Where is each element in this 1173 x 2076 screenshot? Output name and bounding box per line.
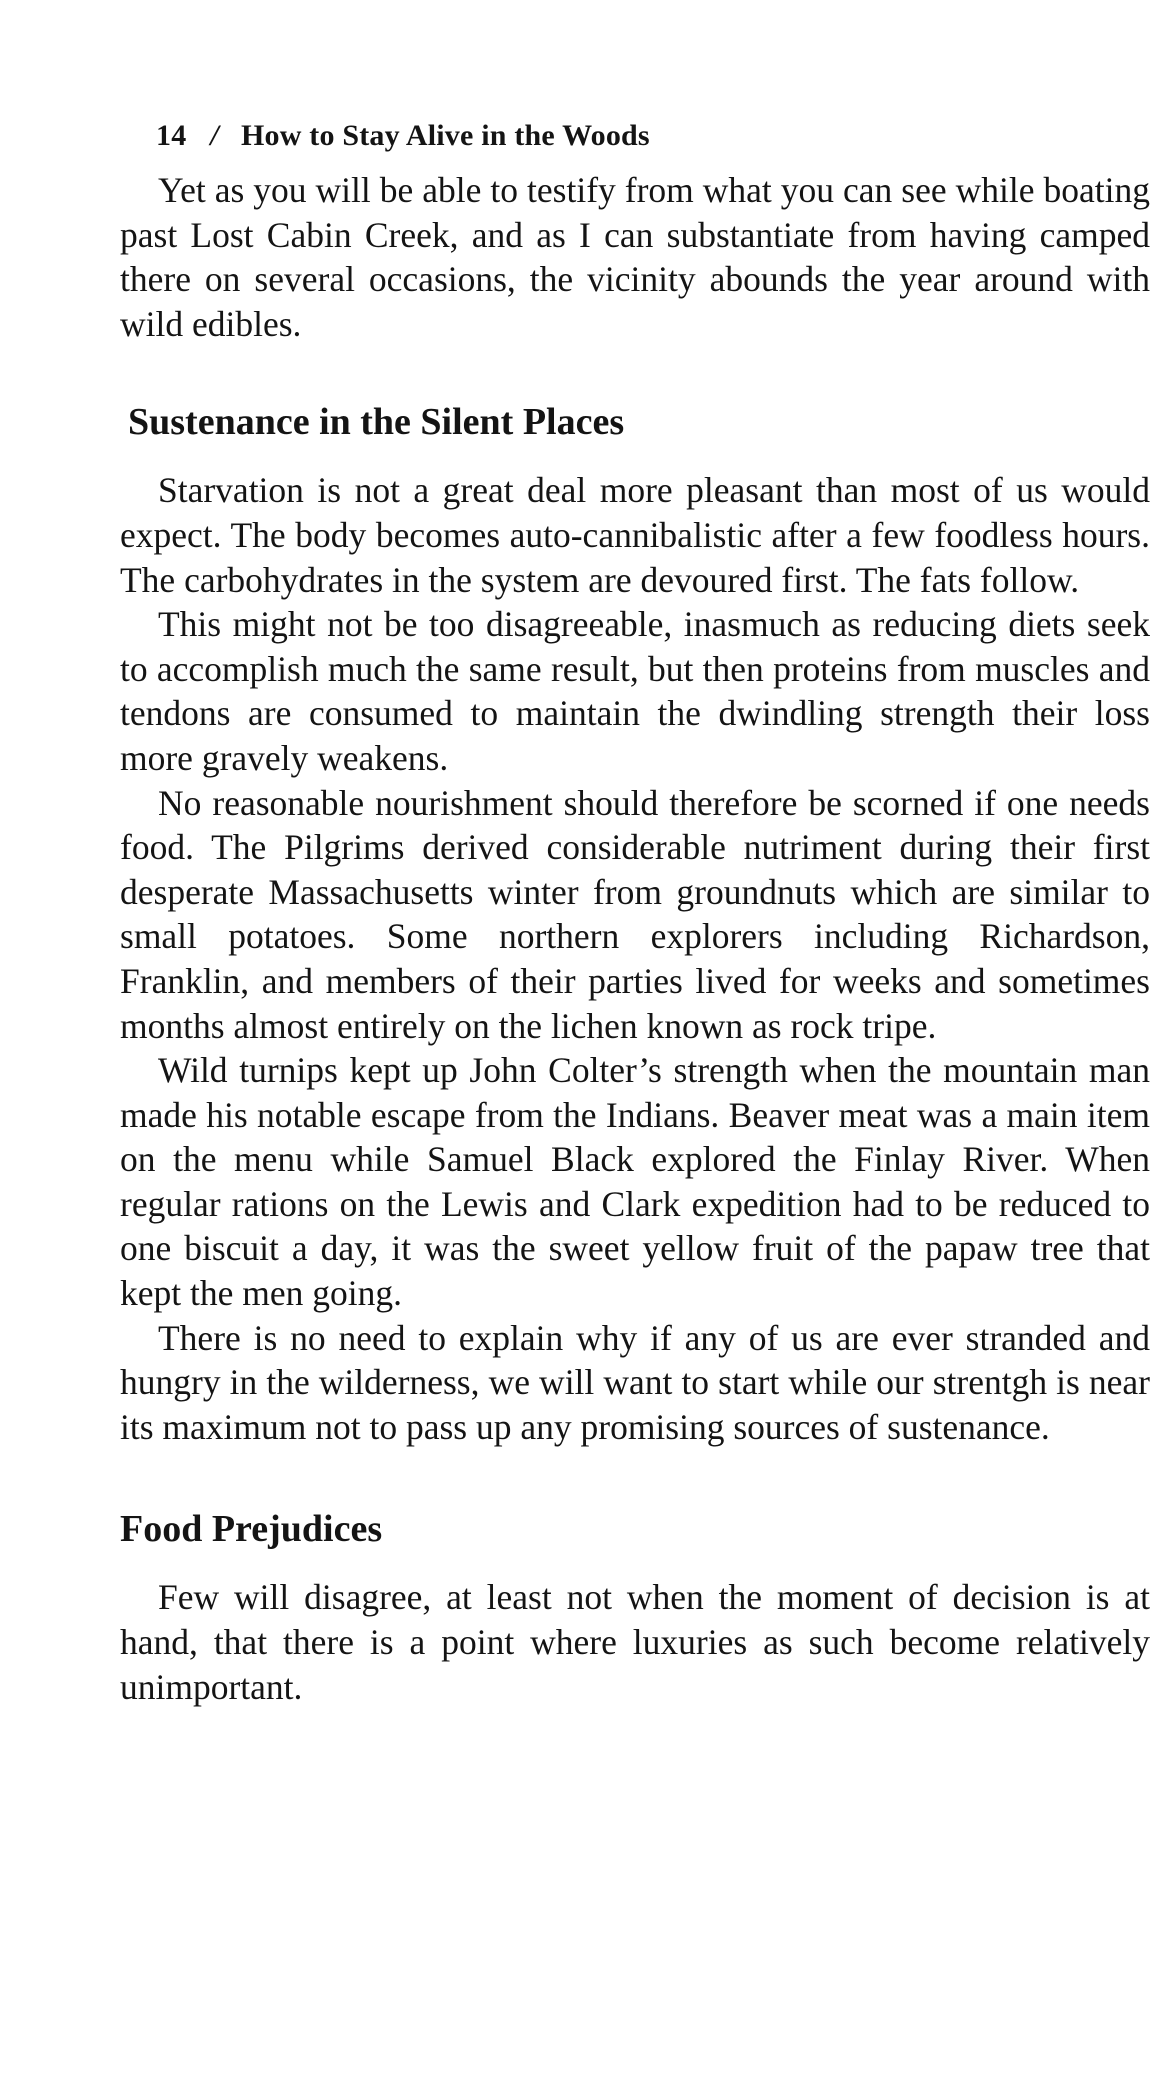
paragraph: Wild turnips kept up John Colter’s strength when the mountain man made his notable escape from the Indians. Beaver meat was a main item on the menu while Samuel Black explored the Finlay River. When regular rations on the Lewis and Clark expedition had to be reduced to one biscuit a day, it was the sweet yellow fruit of the papaw tree that kept the men going. bbox=[120, 1050, 1150, 1314]
book-title: How to Stay Alive in the Woods bbox=[240, 119, 650, 152]
paragraph: No reasonable nourishment should therefore be scorned if one needs food. The Pilgrims derived considerable nutriment during their first desperate Massachusetts winter from groundnuts which are similar to small potatoes. Some northern explorers including Richardson, Franklin, and members of their parties lived for weeks and sometimes months almost entirely on the lichen known as rock tripe. bbox=[120, 782, 1150, 1046]
section-heading-sustenance: Sustenance in the Silent Places bbox=[128, 401, 625, 444]
section-heading-food-prejudices: Food Prejudices bbox=[120, 1508, 383, 1551]
running-head bbox=[156, 118, 1150, 154]
paragraph: This might not be too disagreeable, inasmuch as reducing diets seek to accomplish much the same result, but then proteins from muscles and tendons are consumed to maintain the dwindling strength their loss more gravely weakens. bbox=[120, 604, 1150, 778]
page-number: 14 bbox=[156, 119, 187, 152]
book-page bbox=[120, 118, 1150, 1709]
paragraph: There is no need to explain why if any of us are ever stranded and hungry in the wilderness, we will want to start while our strentgh is near its maximum not to pass up any promising sources of sustenance. bbox=[120, 1317, 1150, 1447]
separator: / bbox=[210, 119, 219, 152]
intro-paragraph: Yet as you will be able to testify from what you can see while boating past Lost Cabin Creek, and as I can substantiate from having camped there on several occasions, the vicinity abounds the year around with wild edibles. bbox=[120, 170, 1150, 344]
paragraph: Few will disagree, at least not when the moment of decision is at hand, that there is a point where luxuries as such become relatively unimportant. bbox=[120, 1577, 1150, 1707]
paragraph: Starvation is not a great deal more pleasant than most of us would expect. The body becomes auto-cannibalistic after a few foodless hours. The carbohydrates in the system are devoured first. The fats follow. bbox=[120, 470, 1150, 600]
